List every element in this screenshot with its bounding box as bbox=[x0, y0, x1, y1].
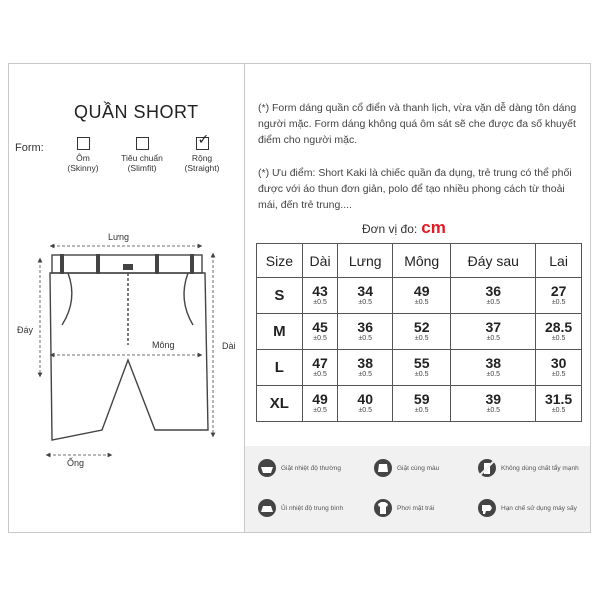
shorts-outline bbox=[50, 255, 208, 440]
care-item bbox=[257, 458, 341, 478]
value-cell: 38 ±0.5 bbox=[338, 350, 393, 386]
value-cell: 28.5 ±0.5 bbox=[536, 314, 582, 350]
col-header-length: Dài bbox=[302, 244, 338, 278]
care-text: Ủi nhiệt độ trung bình bbox=[281, 504, 344, 512]
table-row bbox=[257, 350, 582, 386]
value-cell: 30 ±0.5 bbox=[536, 350, 582, 386]
option-skinny-sub: (Skinny) bbox=[67, 163, 99, 173]
description-paragraph-1: (*) Form dáng quần cổ điển và thanh lịch, vừa vặn dễ dàng tôn dáng người mặc. Form dáng không quá ôm sát sẽ che được đa số khuyết điểm cho người mặc. bbox=[258, 102, 577, 146]
limit-dryer-icon bbox=[477, 498, 497, 518]
value-cell: 52 ±0.5 bbox=[393, 314, 451, 350]
value-cell: 49 ±0.5 bbox=[302, 386, 338, 422]
value-cell: 40 ±0.5 bbox=[338, 386, 393, 422]
unit-value: cm bbox=[421, 218, 446, 237]
label-length: Dài bbox=[222, 341, 236, 351]
table-row bbox=[257, 278, 582, 314]
size-cell: M bbox=[257, 314, 303, 350]
value-cell: 31.5 ±0.5 bbox=[536, 386, 582, 422]
care-text: Hạn chế sử dụng máy sấy bbox=[501, 504, 577, 512]
value-cell: 49 ±0.5 bbox=[393, 278, 451, 314]
table-header-row bbox=[257, 244, 582, 278]
size-cell: S bbox=[257, 278, 303, 314]
care-item bbox=[257, 498, 343, 518]
value-cell: 45 ±0.5 bbox=[302, 314, 338, 350]
size-cell: XL bbox=[257, 386, 303, 422]
value-cell: 36 ±0.5 bbox=[338, 314, 393, 350]
option-straight-name: Rộng bbox=[191, 153, 213, 163]
size-table bbox=[256, 243, 582, 422]
wash-normal-temp-icon bbox=[257, 458, 277, 478]
care-text: Không dùng chất tẩy mạnh bbox=[501, 464, 579, 472]
value-cell: 37 ±0.5 bbox=[451, 314, 536, 350]
option-skinny-name: Ôm bbox=[76, 153, 90, 163]
button-icon bbox=[123, 264, 133, 270]
right-pocket bbox=[184, 273, 193, 325]
care-item bbox=[477, 498, 577, 518]
table-row bbox=[257, 314, 582, 350]
care-item bbox=[373, 498, 434, 518]
value-cell: 34 ±0.5 bbox=[338, 278, 393, 314]
col-header-back-rise: Đáy sau bbox=[451, 244, 536, 278]
label-waist: Lưng bbox=[108, 232, 130, 242]
unit-row bbox=[362, 218, 446, 238]
size-cell: L bbox=[257, 350, 303, 386]
description-paragraph-2: (*) Ưu điểm: Short Kaki là chiếc quần đa dụng, trẻ trung có thể phối được với áo thun đơn giản, polo để tạo nhiều phong cách từ thoải mái, đến trẻ trung.... bbox=[258, 167, 572, 211]
no-bleach-icon bbox=[477, 458, 497, 478]
label-hip: Mông bbox=[152, 340, 175, 350]
value-cell: 43 ±0.5 bbox=[302, 278, 338, 314]
col-header-size: Size bbox=[257, 244, 303, 278]
value-cell: 47 ±0.5 bbox=[302, 350, 338, 386]
care-text: Phơi mặt trái bbox=[397, 504, 435, 512]
check-mark-icon: ✓ bbox=[197, 131, 210, 147]
form-label: Form: bbox=[15, 142, 44, 154]
col-header-hip: Mông bbox=[393, 244, 451, 278]
wash-same-color-icon bbox=[373, 458, 393, 478]
value-cell: 36 ±0.5 bbox=[451, 278, 536, 314]
value-cell: 39 ±0.5 bbox=[451, 386, 536, 422]
option-slimfit-name: Tiêu chuẩn bbox=[121, 153, 163, 163]
value-cell: 55 ±0.5 bbox=[393, 350, 451, 386]
product-title: QUẦN SHORT bbox=[74, 102, 199, 122]
value-cell: 27 ±0.5 bbox=[536, 278, 582, 314]
dry-inside-out-icon bbox=[373, 498, 393, 518]
unit-label: Đơn vị đo: bbox=[362, 222, 418, 236]
iron-medium-temp-icon bbox=[257, 498, 277, 518]
table-row bbox=[257, 386, 582, 422]
option-slimfit-sub: (Slimfit) bbox=[127, 163, 157, 173]
care-text: Giặt cùng màu bbox=[397, 464, 440, 472]
col-header-hem: Lai bbox=[536, 244, 582, 278]
col-header-waist: Lưng bbox=[338, 244, 393, 278]
value-cell: 38 ±0.5 bbox=[451, 350, 536, 386]
option-straight-sub: (Straight) bbox=[184, 163, 220, 173]
label-leg-opening: Ống bbox=[67, 458, 85, 468]
value-cell: 59 ±0.5 bbox=[393, 386, 451, 422]
care-instructions-panel bbox=[245, 446, 590, 532]
care-item bbox=[373, 458, 439, 478]
care-text: Giặt nhiệt độ thường bbox=[281, 464, 341, 472]
left-pocket bbox=[62, 273, 72, 325]
label-rise: Đáy bbox=[17, 325, 34, 335]
care-item bbox=[477, 458, 579, 478]
